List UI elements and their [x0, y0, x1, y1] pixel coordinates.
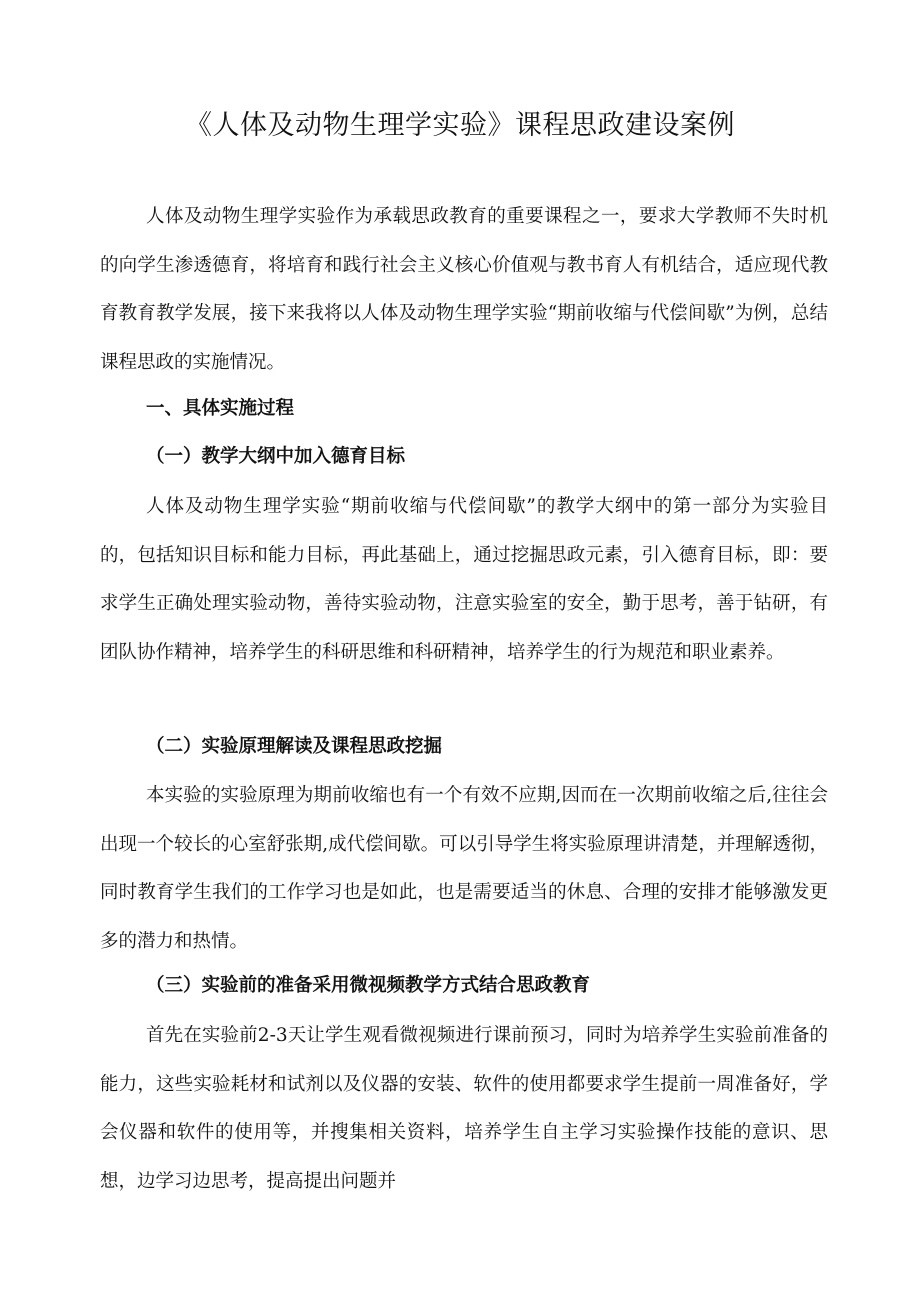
subsection-heading-syllabus: （一）教学大纲中加入德育目标 — [146, 446, 406, 467]
principle-paragraph: 本实验的实验原理为期前收缩也有一个有效不应期,因而在一次期前收缩之后,往往会出现一个较长的心室舒张期,成代偿间歇。可以引导学生将实验原理讲清楚，并理解透彻，同时教育学生我们的工作学习也是如此，也是需要适当的休息、合理的安排才能够激发更多的潜力和热情。 — [100, 785, 828, 952]
syllabus-paragraph: 人体及动物生理学实验“期前收缩与代偿间歇”的教学大纲中的第一部分为实验目的，包括知识目标和能力目标，再此基础上，通过挖掘思政元素，引入德育目标，即：要求学生正确处理实验动物，善待实验动物，注意实验室的安全，勤于思考，善于钻研，有团队协作精神，培养学生的科研思维和科研精神，培养学生的行为规范和职业素养。 — [100, 496, 828, 663]
subsection-heading-preparation: （三）实验前的准备采用微视频教学方式结合思政教育 — [146, 975, 591, 996]
section-heading-implementation: 一、具体实施过程 — [146, 398, 295, 419]
intro-paragraph: 人体及动物生理学实验作为承载思政教育的重要课程之一，要求大学教师不失时机的向学生渗透德育，将培育和践行社会主义核心价值观与教书育人有机结合，适应现代教育教育教学发展，接下来我将以人体及动物生理学实验“期前收缩与代偿间歇”为例，总结课程思政的实施情况。 — [100, 206, 828, 373]
preparation-paragraph: 首先在实验前2-3天让学生观看微视频进行课前预习，同时为培养学生实验前准备的能力，这些实验耗材和试剂以及仪器的安装、软件的使用都要求学生提前一周准备好，学会仪器和软件的使用等，并搜集相关资料，培养学生自主学习实验操作技能的意识、思想，边学习边思考，提高提出问题并 — [100, 1025, 828, 1192]
document-title: 《人体及动物生理学实验》课程思政建设案例 — [185, 110, 735, 141]
subsection-heading-principle: （二）实验原理解读及课程思政挖掘 — [146, 736, 443, 757]
